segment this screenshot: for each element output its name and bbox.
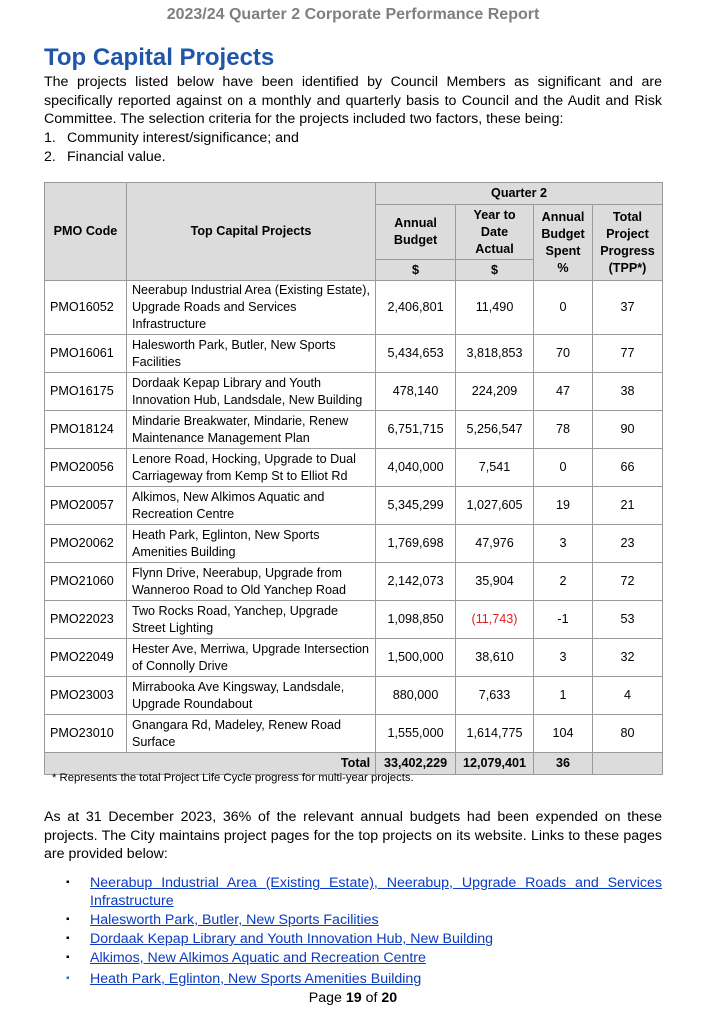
page-total: 20 bbox=[381, 990, 398, 1006]
pmo-code-cell: PMO16061 bbox=[45, 335, 127, 373]
pmo-code-cell: PMO20062 bbox=[45, 525, 127, 563]
ytd-actual-cell: 38,610 bbox=[456, 639, 534, 677]
project-name-cell: Neerabup Industrial Area (Existing Estate), Upgrade Roads and Services Infrastructure bbox=[126, 281, 375, 335]
table-footnote: * Represents the total Project Life Cycle progress for multi-year projects. bbox=[52, 772, 414, 784]
project-name-cell: Two Rocks Road, Yanchep, Upgrade Street Lighting bbox=[126, 601, 375, 639]
budget-spent-cell: 1 bbox=[534, 677, 593, 715]
link-item bbox=[66, 911, 662, 929]
project-name-cell: Hester Ave, Merriwa, Upgrade Intersection of Connolly Drive bbox=[126, 639, 375, 677]
capital-projects-table bbox=[44, 182, 663, 775]
project-link[interactable]: Heath Park, Eglinton, New Sports Amenities Building bbox=[90, 971, 422, 987]
project-name-cell: Gnangara Rd, Madeley, Renew Road Surface bbox=[126, 715, 375, 753]
project-links-list bbox=[66, 874, 662, 989]
project-name-cell: Mirrabooka Ave Kingsway, Landsdale, Upgrade Roundabout bbox=[126, 677, 375, 715]
currency-label: $ bbox=[456, 260, 534, 281]
report-header: 2023/24 Quarter 2 Corporate Performance Report bbox=[166, 6, 540, 23]
annual-budget-cell: 478,140 bbox=[376, 373, 456, 411]
pmo-code-cell: PMO20056 bbox=[45, 449, 127, 487]
budget-spent-cell: 104 bbox=[534, 715, 593, 753]
col-header-quarter: Quarter 2 bbox=[376, 183, 663, 205]
budget-spent-cell: 3 bbox=[534, 525, 593, 563]
budget-spent-cell: 19 bbox=[534, 487, 593, 525]
tpp-cell: 90 bbox=[592, 411, 662, 449]
currency-label: $ bbox=[376, 260, 456, 281]
annual-budget-cell: 2,142,073 bbox=[376, 563, 456, 601]
annual-budget-cell: 5,345,299 bbox=[376, 487, 456, 525]
pmo-code-cell: PMO20057 bbox=[45, 487, 127, 525]
annual-budget-cell: 6,751,715 bbox=[376, 411, 456, 449]
annual-budget-cell: 1,500,000 bbox=[376, 639, 456, 677]
total-actual: 12,079,401 bbox=[456, 753, 534, 775]
budget-spent-cell: -1 bbox=[534, 601, 593, 639]
tpp-cell: 53 bbox=[592, 601, 662, 639]
ytd-actual-cell: 1,027,605 bbox=[456, 487, 534, 525]
budget-spent-cell: 2 bbox=[534, 563, 593, 601]
table-row bbox=[45, 715, 663, 753]
table-row bbox=[45, 281, 663, 335]
annual-budget-cell: 1,555,000 bbox=[376, 715, 456, 753]
col-header-tpp: Total Project Progress (TPP*) bbox=[592, 205, 662, 281]
tpp-cell: 21 bbox=[592, 487, 662, 525]
project-name-cell: Lenore Road, Hocking, Upgrade to Dual Carriageway from Kemp St to Elliot Rd bbox=[126, 449, 375, 487]
ytd-actual-cell: 35,904 bbox=[456, 563, 534, 601]
summary-paragraph: As at 31 December 2023, 36% of the relevant annual budgets had been expended on these projects. The City maintains project pages for the top projects on its website. Links to these pages are provided below: bbox=[44, 809, 662, 862]
ytd-actual-cell: 3,818,853 bbox=[456, 335, 534, 373]
project-name-cell: Halesworth Park, Butler, New Sports Facilities bbox=[126, 335, 375, 373]
pmo-code-cell: PMO18124 bbox=[45, 411, 127, 449]
tpp-cell: 32 bbox=[592, 639, 662, 677]
ytd-actual-cell: 224,209 bbox=[456, 373, 534, 411]
budget-spent-cell: 3 bbox=[534, 639, 593, 677]
ytd-actual-cell: 7,541 bbox=[456, 449, 534, 487]
criteria-number: 2. bbox=[44, 148, 56, 165]
bullet-icon: ▪ bbox=[66, 933, 70, 944]
criteria-number: 1. bbox=[44, 130, 56, 146]
intro-paragraph: The projects listed below have been identified by Council Members as significant and are specifically reported against on a monthly and quarterly basis to Council and the Audit and Risk Committee. The selection criteria for the projects included two factors, these being: bbox=[44, 74, 662, 127]
total-budget: 33,402,229 bbox=[376, 753, 456, 775]
table-row bbox=[45, 411, 663, 449]
tpp-cell: 38 bbox=[592, 373, 662, 411]
project-link[interactable]: Dordaak Kepap Library and Youth Innovation Hub, New Building bbox=[90, 931, 494, 947]
pmo-code-cell: PMO23010 bbox=[45, 715, 127, 753]
ytd-actual-cell: 11,490 bbox=[456, 281, 534, 335]
tpp-cell: 66 bbox=[592, 449, 662, 487]
tpp-cell: 23 bbox=[592, 525, 662, 563]
annual-budget-cell: 5,434,653 bbox=[376, 335, 456, 373]
col-header-ytd-actual: Year to Date Actual bbox=[456, 205, 534, 260]
criteria-item bbox=[44, 148, 299, 167]
total-tpp bbox=[592, 753, 662, 775]
pmo-code-cell: PMO16175 bbox=[45, 373, 127, 411]
budget-spent-cell: 78 bbox=[534, 411, 593, 449]
bullet-icon: ▪ bbox=[66, 877, 70, 888]
total-label: Total bbox=[45, 753, 376, 775]
ytd-actual-cell: 5,256,547 bbox=[456, 411, 534, 449]
criteria-text: Financial value. bbox=[67, 148, 166, 165]
tpp-cell: 77 bbox=[592, 335, 662, 373]
budget-spent-cell: 70 bbox=[534, 335, 593, 373]
project-link[interactable]: Alkimos, New Alkimos Aquatic and Recreation Centre bbox=[90, 950, 426, 966]
page-title: Top Capital Projects bbox=[44, 44, 275, 71]
budget-spent-cell: 47 bbox=[534, 373, 593, 411]
ytd-actual-cell: 1,614,775 bbox=[456, 715, 534, 753]
bullet-icon: ▪ bbox=[66, 973, 70, 984]
link-item bbox=[66, 949, 662, 967]
project-name-cell: Mindarie Breakwater, Mindarie, Renew Maintenance Management Plan bbox=[126, 411, 375, 449]
annual-budget-cell: 4,040,000 bbox=[376, 449, 456, 487]
criteria-text: Community interest/significance; and bbox=[67, 130, 299, 146]
table-row bbox=[45, 373, 663, 411]
table-row bbox=[45, 487, 663, 525]
col-header-projects: Top Capital Projects bbox=[126, 183, 375, 281]
bullet-icon: ▪ bbox=[66, 952, 70, 963]
link-item bbox=[66, 874, 662, 910]
criteria-list bbox=[44, 129, 299, 166]
budget-spent-cell: 0 bbox=[534, 281, 593, 335]
project-link[interactable]: Halesworth Park, Butler, New Sports Facilities bbox=[90, 912, 379, 928]
project-name-cell: Flynn Drive, Neerabup, Upgrade from Wanneroo Road to Old Yanchep Road bbox=[126, 563, 375, 601]
pmo-code-cell: PMO23003 bbox=[45, 677, 127, 715]
table-row bbox=[45, 335, 663, 373]
tpp-cell: 37 bbox=[592, 281, 662, 335]
table-row bbox=[45, 563, 663, 601]
ytd-actual-cell: (11,743) bbox=[456, 601, 534, 639]
page-number bbox=[0, 990, 706, 1006]
project-name-cell: Dordaak Kepap Library and Youth Innovation Hub, Landsdale, New Building bbox=[126, 373, 375, 411]
annual-budget-cell: 1,098,850 bbox=[376, 601, 456, 639]
col-header-annual-budget: Annual Budget bbox=[376, 205, 456, 260]
bullet-icon: ▪ bbox=[66, 914, 70, 925]
criteria-item bbox=[44, 129, 299, 148]
page-prefix: Page bbox=[308, 990, 342, 1006]
tpp-cell: 80 bbox=[592, 715, 662, 753]
page-current: 19 bbox=[345, 990, 362, 1006]
budget-spent-cell: 0 bbox=[534, 449, 593, 487]
tpp-cell: 72 bbox=[592, 563, 662, 601]
project-link[interactable]: Neerabup Industrial Area (Existing Estate), Neerabup, Upgrade Roads and Services Infrastructure bbox=[90, 875, 662, 909]
annual-budget-cell: 1,769,698 bbox=[376, 525, 456, 563]
table-row bbox=[45, 449, 663, 487]
table-row bbox=[45, 525, 663, 563]
link-item bbox=[66, 930, 662, 948]
project-name-cell: Heath Park, Eglinton, New Sports Amenities Building bbox=[126, 525, 375, 563]
link-item bbox=[66, 970, 662, 988]
pmo-code-cell: PMO22023 bbox=[45, 601, 127, 639]
pmo-code-cell: PMO22049 bbox=[45, 639, 127, 677]
annual-budget-cell: 880,000 bbox=[376, 677, 456, 715]
page-of: of bbox=[365, 990, 378, 1006]
project-name-cell: Alkimos, New Alkimos Aquatic and Recreation Centre bbox=[126, 487, 375, 525]
ytd-actual-cell: 47,976 bbox=[456, 525, 534, 563]
table-row bbox=[45, 677, 663, 715]
pmo-code-cell: PMO21060 bbox=[45, 563, 127, 601]
col-header-pmo-code: PMO Code bbox=[45, 183, 127, 281]
tpp-cell: 4 bbox=[592, 677, 662, 715]
annual-budget-cell: 2,406,801 bbox=[376, 281, 456, 335]
pmo-code-cell: PMO16052 bbox=[45, 281, 127, 335]
total-spent: 36 bbox=[534, 753, 593, 775]
ytd-actual-cell: 7,633 bbox=[456, 677, 534, 715]
table-row bbox=[45, 601, 663, 639]
col-header-budget-spent: Annual Budget Spent % bbox=[534, 205, 593, 281]
table-row bbox=[45, 639, 663, 677]
